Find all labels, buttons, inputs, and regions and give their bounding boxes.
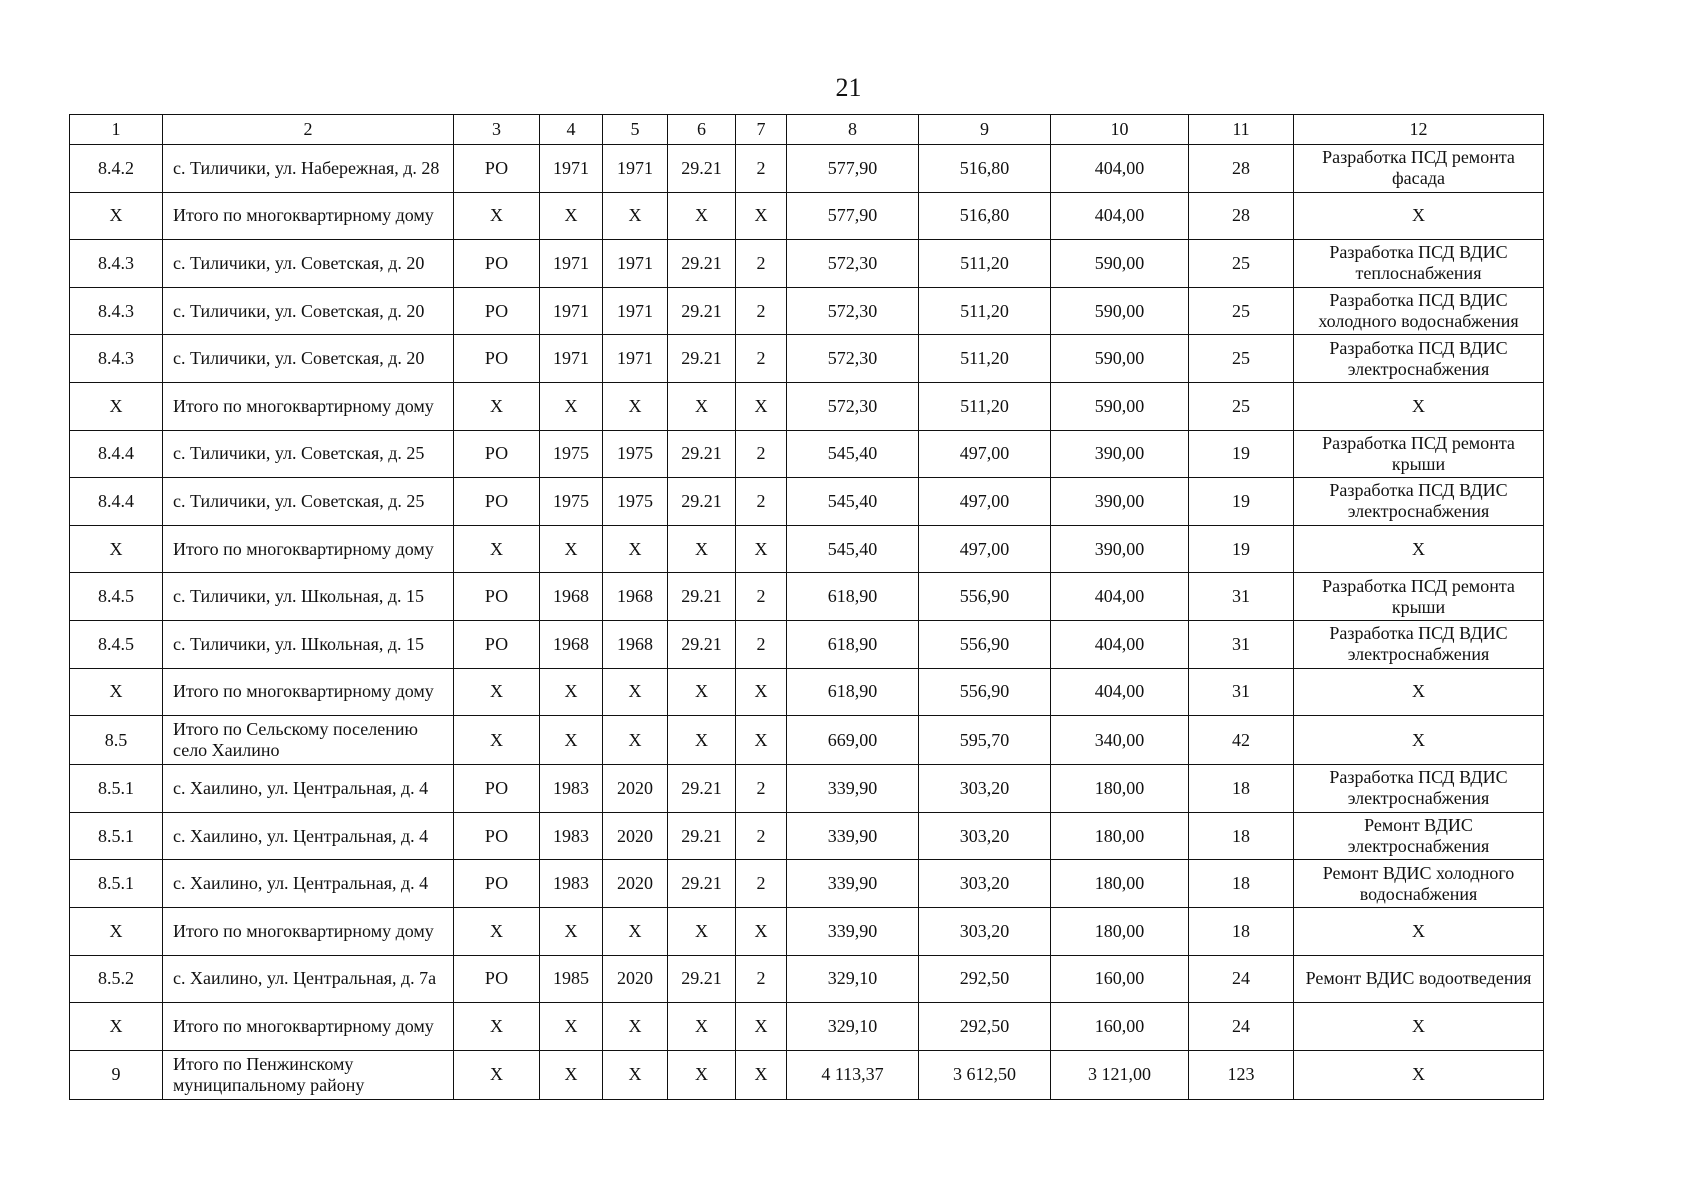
table-cell-col-12: Ремонт ВДИС водоотведения: [1294, 955, 1544, 1003]
page-number: 21: [835, 73, 862, 102]
table-row: [70, 765, 1544, 813]
table-cell-col-5: 1971: [603, 287, 668, 335]
table-cell-col-1: Х: [70, 907, 163, 955]
table-cell-col-10: 590,00: [1051, 240, 1189, 288]
table-row: [70, 716, 1544, 765]
table-cell-col-11: 25: [1189, 382, 1294, 430]
table-cell-col-11: 18: [1189, 765, 1294, 813]
table-cell-col-1: 8.4.3: [70, 240, 163, 288]
table-cell-col-9: 303,20: [919, 907, 1051, 955]
table-body: [70, 145, 1544, 1100]
table-cell-col-11: 24: [1189, 955, 1294, 1003]
table-cell-col-11: 25: [1189, 335, 1294, 383]
table-row: [70, 382, 1544, 430]
table-cell-col-3: РО: [454, 478, 540, 526]
table-cell-col-10: 590,00: [1051, 287, 1189, 335]
table-cell-col-6: Х: [668, 382, 736, 430]
column-header-4: 4: [540, 115, 603, 145]
table-row: [70, 240, 1544, 288]
table-cell-col-7: Х: [736, 525, 787, 573]
table-cell-col-11: 19: [1189, 430, 1294, 478]
table-cell-col-10: 404,00: [1051, 573, 1189, 621]
table-cell-col-8: 339,90: [787, 812, 919, 860]
table-cell-col-4: 1983: [540, 860, 603, 908]
column-header-7: 7: [736, 115, 787, 145]
table-cell-col-5: 1971: [603, 145, 668, 193]
table-cell-col-6: 29.21: [668, 860, 736, 908]
table-cell-col-8: 339,90: [787, 765, 919, 813]
table-cell-col-7: 2: [736, 145, 787, 193]
table-cell-col-3: РО: [454, 812, 540, 860]
table-cell-col-7: Х: [736, 192, 787, 240]
table-cell-col-5: Х: [603, 716, 668, 765]
table-cell-col-2: Итого по многоквартирному дому: [163, 907, 454, 955]
table-cell-col-6: 29.21: [668, 765, 736, 813]
column-header-9: 9: [919, 115, 1051, 145]
table-cell-col-11: 18: [1189, 907, 1294, 955]
table-row: [70, 860, 1544, 908]
table-cell-col-2: Итого по многоквартирному дому: [163, 382, 454, 430]
table-cell-col-3: Х: [454, 716, 540, 765]
table-cell-col-4: 1975: [540, 478, 603, 526]
table-cell-col-7: 2: [736, 955, 787, 1003]
table-cell-col-3: Х: [454, 382, 540, 430]
table-cell-col-1: 8.4.5: [70, 573, 163, 621]
table-cell-col-5: Х: [603, 907, 668, 955]
table-cell-col-8: 545,40: [787, 478, 919, 526]
column-header-11: 11: [1189, 115, 1294, 145]
column-header-6: 6: [668, 115, 736, 145]
table-cell-col-12: Х: [1294, 525, 1544, 573]
table-cell-col-4: 1971: [540, 145, 603, 193]
table-cell-col-6: Х: [668, 1050, 736, 1099]
table-cell-col-7: Х: [736, 382, 787, 430]
table-cell-col-1: 8.4.4: [70, 478, 163, 526]
table-cell-col-6: 29.21: [668, 335, 736, 383]
table-cell-col-5: Х: [603, 525, 668, 573]
table-cell-col-4: 1971: [540, 240, 603, 288]
table-cell-col-8: 545,40: [787, 525, 919, 573]
table-cell-col-10: 404,00: [1051, 145, 1189, 193]
table-cell-col-6: 29.21: [668, 240, 736, 288]
table-cell-col-11: 19: [1189, 525, 1294, 573]
table-cell-col-3: Х: [454, 1003, 540, 1051]
table-cell-col-5: 2020: [603, 955, 668, 1003]
table-cell-col-8: 4 113,37: [787, 1050, 919, 1099]
table-cell-col-3: Х: [454, 192, 540, 240]
table-cell-col-12: Х: [1294, 907, 1544, 955]
table-cell-col-11: 28: [1189, 192, 1294, 240]
table-row: [70, 907, 1544, 955]
table-cell-col-11: 42: [1189, 716, 1294, 765]
table-cell-col-8: 572,30: [787, 287, 919, 335]
table-cell-col-12: Х: [1294, 716, 1544, 765]
table-cell-col-12: Разработка ПСД ВДИС электроснабжения: [1294, 620, 1544, 668]
column-header-5: 5: [603, 115, 668, 145]
table-cell-col-1: Х: [70, 1003, 163, 1051]
table-cell-col-8: 577,90: [787, 145, 919, 193]
table-cell-col-3: РО: [454, 287, 540, 335]
table-cell-col-6: 29.21: [668, 287, 736, 335]
table-row: [70, 192, 1544, 240]
table-cell-col-9: 556,90: [919, 620, 1051, 668]
table-cell-col-6: Х: [668, 668, 736, 716]
table-cell-col-2: Итого по Сельскому поселению село Хаилино: [163, 716, 454, 765]
column-header-2: 2: [163, 115, 454, 145]
table-cell-col-5: 1971: [603, 240, 668, 288]
table-cell-col-8: 339,90: [787, 860, 919, 908]
table-row: [70, 430, 1544, 478]
table-cell-col-7: Х: [736, 668, 787, 716]
table-cell-col-11: 123: [1189, 1050, 1294, 1099]
table-cell-col-4: 1983: [540, 765, 603, 813]
table-cell-col-8: 577,90: [787, 192, 919, 240]
table-cell-col-1: Х: [70, 192, 163, 240]
table-cell-col-12: Разработка ПСД ВДИС электроснабжения: [1294, 765, 1544, 813]
table-cell-col-12: Х: [1294, 668, 1544, 716]
column-header-12: 12: [1294, 115, 1544, 145]
table-cell-col-8: 572,30: [787, 335, 919, 383]
table-cell-col-10: 3 121,00: [1051, 1050, 1189, 1099]
table-cell-col-9: 556,90: [919, 668, 1051, 716]
table-cell-col-6: 29.21: [668, 430, 736, 478]
table-cell-col-12: Х: [1294, 192, 1544, 240]
table-cell-col-4: Х: [540, 668, 603, 716]
table-cell-col-7: Х: [736, 1050, 787, 1099]
table-cell-col-5: Х: [603, 1003, 668, 1051]
table-row: [70, 955, 1544, 1003]
table-cell-col-1: 8.4.3: [70, 287, 163, 335]
table-cell-col-9: 303,20: [919, 860, 1051, 908]
table-cell-col-2: с. Тиличики, ул. Набережная, д. 28: [163, 145, 454, 193]
table-cell-col-3: РО: [454, 335, 540, 383]
table-cell-col-3: РО: [454, 430, 540, 478]
table-cell-col-5: 2020: [603, 812, 668, 860]
table-cell-col-10: 404,00: [1051, 668, 1189, 716]
table-row: [70, 335, 1544, 383]
table-cell-col-11: 18: [1189, 860, 1294, 908]
table-cell-col-5: Х: [603, 382, 668, 430]
table-cell-col-5: 1975: [603, 478, 668, 526]
table-cell-col-4: Х: [540, 716, 603, 765]
table-cell-col-1: Х: [70, 382, 163, 430]
table-row: [70, 668, 1544, 716]
table-cell-col-12: Разработка ПСД ремонта крыши: [1294, 430, 1544, 478]
table-cell-col-1: 8.4.5: [70, 620, 163, 668]
table-cell-col-6: 29.21: [668, 620, 736, 668]
column-number-row: [70, 115, 1544, 145]
table-cell-col-2: с. Тиличики, ул. Советская, д. 20: [163, 335, 454, 383]
table-cell-col-2: Итого по многоквартирному дому: [163, 1003, 454, 1051]
table-cell-col-11: 31: [1189, 620, 1294, 668]
table-cell-col-2: с. Тиличики, ул. Советская, д. 20: [163, 287, 454, 335]
table-cell-col-2: Итого по многоквартирному дому: [163, 192, 454, 240]
table-cell-col-9: 511,20: [919, 240, 1051, 288]
table-cell-col-6: 29.21: [668, 145, 736, 193]
table-cell-col-1: 8.4.4: [70, 430, 163, 478]
table-cell-col-10: 160,00: [1051, 1003, 1189, 1051]
table-cell-col-2: с. Тиличики, ул. Советская, д. 20: [163, 240, 454, 288]
table-cell-col-4: 1968: [540, 573, 603, 621]
table-header: [70, 115, 1544, 145]
table-cell-col-4: 1971: [540, 335, 603, 383]
column-header-10: 10: [1051, 115, 1189, 145]
table-cell-col-1: 8.4.3: [70, 335, 163, 383]
table-cell-col-4: Х: [540, 1003, 603, 1051]
table-cell-col-8: 669,00: [787, 716, 919, 765]
table-cell-col-6: Х: [668, 716, 736, 765]
table-cell-col-2: Итого по многоквартирному дому: [163, 525, 454, 573]
table-cell-col-12: Разработка ПСД ВДИС холодного водоснабжения: [1294, 287, 1544, 335]
table-cell-col-2: с. Тиличики, ул. Советская, д. 25: [163, 478, 454, 526]
table-cell-col-7: 2: [736, 287, 787, 335]
table-row: [70, 525, 1544, 573]
table-cell-col-6: Х: [668, 525, 736, 573]
table-cell-col-6: Х: [668, 192, 736, 240]
table-cell-col-3: Х: [454, 1050, 540, 1099]
table-row: [70, 1050, 1544, 1099]
table-cell-col-9: 303,20: [919, 765, 1051, 813]
table-cell-col-5: 1968: [603, 573, 668, 621]
table-cell-col-10: 404,00: [1051, 192, 1189, 240]
table-cell-col-7: 2: [736, 430, 787, 478]
table-cell-col-9: 292,50: [919, 955, 1051, 1003]
table-cell-col-10: 180,00: [1051, 765, 1189, 813]
table-cell-col-6: 29.21: [668, 812, 736, 860]
table-cell-col-12: Разработка ПСД ВДИС теплоснабжения: [1294, 240, 1544, 288]
table-cell-col-6: 29.21: [668, 955, 736, 1003]
table-cell-col-10: 590,00: [1051, 335, 1189, 383]
table-cell-col-1: Х: [70, 668, 163, 716]
table-cell-col-2: с. Тиличики, ул. Школьная, д. 15: [163, 620, 454, 668]
table-cell-col-12: Ремонт ВДИС электроснабжения: [1294, 812, 1544, 860]
table-cell-col-4: Х: [540, 382, 603, 430]
table-cell-col-9: 595,70: [919, 716, 1051, 765]
table-cell-col-7: 2: [736, 812, 787, 860]
table-cell-col-3: РО: [454, 573, 540, 621]
table-cell-col-10: 160,00: [1051, 955, 1189, 1003]
table-cell-col-4: 1983: [540, 812, 603, 860]
table-cell-col-1: 9: [70, 1050, 163, 1099]
table-cell-col-7: 2: [736, 860, 787, 908]
table-cell-col-7: 2: [736, 478, 787, 526]
table-cell-col-8: 618,90: [787, 668, 919, 716]
table-cell-col-11: 24: [1189, 1003, 1294, 1051]
table-cell-col-6: Х: [668, 907, 736, 955]
table-row: [70, 812, 1544, 860]
table-cell-col-3: РО: [454, 240, 540, 288]
table-cell-col-7: 2: [736, 620, 787, 668]
table-cell-col-12: Х: [1294, 382, 1544, 430]
table-cell-col-2: с. Тиличики, ул. Школьная, д. 15: [163, 573, 454, 621]
table-cell-col-6: Х: [668, 1003, 736, 1051]
table-cell-col-9: 303,20: [919, 812, 1051, 860]
column-header-1: 1: [70, 115, 163, 145]
table-cell-col-6: 29.21: [668, 478, 736, 526]
table-cell-col-1: Х: [70, 525, 163, 573]
table-cell-col-7: 2: [736, 765, 787, 813]
table-cell-col-12: Х: [1294, 1003, 1544, 1051]
table-cell-col-3: РО: [454, 765, 540, 813]
table-cell-col-9: 292,50: [919, 1003, 1051, 1051]
table-cell-col-10: 390,00: [1051, 430, 1189, 478]
table-cell-col-12: Разработка ПСД ремонта крыши: [1294, 573, 1544, 621]
table-cell-col-2: с. Хаилино, ул. Центральная, д. 4: [163, 765, 454, 813]
capital-repair-table: [69, 114, 1544, 1100]
table-cell-col-9: 497,00: [919, 478, 1051, 526]
table-cell-col-8: 572,30: [787, 240, 919, 288]
table-cell-col-5: 1971: [603, 335, 668, 383]
table-cell-col-1: 8.5.1: [70, 812, 163, 860]
table-cell-col-3: Х: [454, 668, 540, 716]
table-cell-col-5: Х: [603, 668, 668, 716]
table-cell-col-5: Х: [603, 1050, 668, 1099]
table-cell-col-4: 1985: [540, 955, 603, 1003]
table-cell-col-3: РО: [454, 955, 540, 1003]
table-cell-col-11: 28: [1189, 145, 1294, 193]
table-cell-col-9: 511,20: [919, 382, 1051, 430]
table-cell-col-2: с. Хаилино, ул. Центральная, д. 7а: [163, 955, 454, 1003]
table-cell-col-12: Ремонт ВДИС холодного водоснабжения: [1294, 860, 1544, 908]
table-cell-col-9: 556,90: [919, 573, 1051, 621]
table-cell-col-8: 339,90: [787, 907, 919, 955]
table-cell-col-2: с. Хаилино, ул. Центральная, д. 4: [163, 812, 454, 860]
table-cell-col-5: 1975: [603, 430, 668, 478]
table-cell-col-1: 8.5.2: [70, 955, 163, 1003]
table-cell-col-11: 18: [1189, 812, 1294, 860]
table-cell-col-2: с. Тиличики, ул. Советская, д. 25: [163, 430, 454, 478]
column-header-3: 3: [454, 115, 540, 145]
table-cell-col-4: Х: [540, 907, 603, 955]
table-cell-col-10: 590,00: [1051, 382, 1189, 430]
table-cell-col-9: 516,80: [919, 192, 1051, 240]
table-row: [70, 287, 1544, 335]
table-cell-col-1: 8.5: [70, 716, 163, 765]
table-cell-col-10: 390,00: [1051, 525, 1189, 573]
table-cell-col-7: 2: [736, 573, 787, 621]
table-cell-col-7: Х: [736, 1003, 787, 1051]
table-cell-col-4: 1968: [540, 620, 603, 668]
table-cell-col-10: 180,00: [1051, 907, 1189, 955]
table-row: [70, 145, 1544, 193]
table-cell-col-8: 618,90: [787, 573, 919, 621]
table-cell-col-4: Х: [540, 525, 603, 573]
table-cell-col-10: 390,00: [1051, 478, 1189, 526]
table-cell-col-7: Х: [736, 716, 787, 765]
table-cell-col-12: Х: [1294, 1050, 1544, 1099]
table-cell-col-7: 2: [736, 335, 787, 383]
table-cell-col-5: Х: [603, 192, 668, 240]
table-cell-col-9: 3 612,50: [919, 1050, 1051, 1099]
table-cell-col-2: Итого по многоквартирному дому: [163, 668, 454, 716]
table-cell-col-1: 8.5.1: [70, 860, 163, 908]
table-cell-col-3: РО: [454, 620, 540, 668]
table-cell-col-12: Разработка ПСД ремонта фасада: [1294, 145, 1544, 193]
table-cell-col-11: 25: [1189, 287, 1294, 335]
table-cell-col-10: 180,00: [1051, 860, 1189, 908]
table-cell-col-10: 404,00: [1051, 620, 1189, 668]
table-cell-col-4: Х: [540, 192, 603, 240]
table-cell-col-4: Х: [540, 1050, 603, 1099]
table-cell-col-12: Разработка ПСД ВДИС электроснабжения: [1294, 478, 1544, 526]
table-cell-col-9: 497,00: [919, 430, 1051, 478]
table-cell-col-9: 516,80: [919, 145, 1051, 193]
table-cell-col-1: 8.4.2: [70, 145, 163, 193]
table-cell-col-4: 1971: [540, 287, 603, 335]
table-cell-col-7: Х: [736, 907, 787, 955]
table-cell-col-3: РО: [454, 145, 540, 193]
table-cell-col-8: 618,90: [787, 620, 919, 668]
table-cell-col-5: 2020: [603, 765, 668, 813]
table-row: [70, 573, 1544, 621]
table-cell-col-2: с. Хаилино, ул. Центральная, д. 4: [163, 860, 454, 908]
column-header-8: 8: [787, 115, 919, 145]
table-row: [70, 478, 1544, 526]
table-cell-col-8: 329,10: [787, 955, 919, 1003]
table-cell-col-3: Х: [454, 907, 540, 955]
table-cell-col-4: 1975: [540, 430, 603, 478]
table-cell-col-3: РО: [454, 860, 540, 908]
table-row: [70, 620, 1544, 668]
table-cell-col-5: 1968: [603, 620, 668, 668]
table-cell-col-8: 329,10: [787, 1003, 919, 1051]
table-cell-col-11: 31: [1189, 573, 1294, 621]
table-cell-col-1: 8.5.1: [70, 765, 163, 813]
table-cell-col-11: 19: [1189, 478, 1294, 526]
table-cell-col-7: 2: [736, 240, 787, 288]
table-cell-col-5: 2020: [603, 860, 668, 908]
table-cell-col-3: Х: [454, 525, 540, 573]
table-cell-col-8: 545,40: [787, 430, 919, 478]
table-cell-col-11: 31: [1189, 668, 1294, 716]
table-cell-col-9: 497,00: [919, 525, 1051, 573]
table-cell-col-10: 340,00: [1051, 716, 1189, 765]
table-cell-col-12: Разработка ПСД ВДИС электроснабжения: [1294, 335, 1544, 383]
table-cell-col-8: 572,30: [787, 382, 919, 430]
table-cell-col-9: 511,20: [919, 287, 1051, 335]
table-cell-col-11: 25: [1189, 240, 1294, 288]
table-row: [70, 1003, 1544, 1051]
table-cell-col-9: 511,20: [919, 335, 1051, 383]
table-cell-col-10: 180,00: [1051, 812, 1189, 860]
table-cell-col-2: Итого по Пенжинскому муниципальному району: [163, 1050, 454, 1099]
table-cell-col-6: 29.21: [668, 573, 736, 621]
